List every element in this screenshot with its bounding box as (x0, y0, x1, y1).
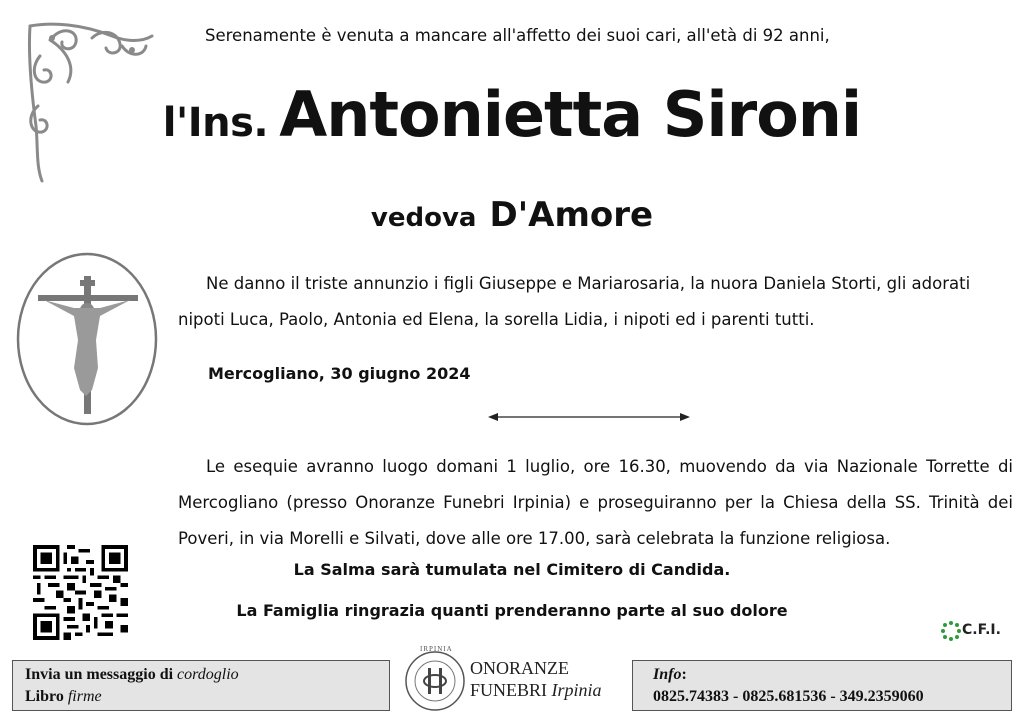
condolence-link[interactable]: Invia un messaggio di cordoglio (25, 666, 239, 683)
thanks-text: La Famiglia ringrazia quanti prenderanno parte al suo dolore (236, 601, 788, 620)
double-arrow-divider-icon (488, 410, 690, 424)
burial-text: La Salma sarà tumulata nel Cimitero di Candida. (293, 560, 731, 579)
deceased-name: Antonietta Sironi (279, 78, 862, 151)
cfi-logo-icon (940, 620, 962, 642)
phone-numbers[interactable]: 0825.74383 - 0825.681536 - 349.2359060 (653, 688, 924, 705)
widow-word: vedova (370, 203, 477, 233)
cfi-logo-text: C.F.I. (962, 622, 1001, 638)
funeral-details-text: Le esequie avranno luogo domani 1 luglio, ore 16.30, muovendo da via Nazionale Torrette di Mercogliano (presso Onoranze Funebri Irpinia) e proseguiranno per la Chiesa della SS. Trinità dei Poveri, in via Morelli e Silvati, dove alle ore 17.00, sarà celebrata la funzione religiosa. (178, 457, 1013, 548)
funeral-home-logo-icon (404, 648, 466, 714)
deceased-heading (0, 78, 1024, 151)
intro-text: Serenamente è venuta a mancare all'affetto dei suoi cari, all'età di 92 anni, (205, 26, 830, 45)
announcement-text: Ne danno il triste annunzio i figli Giuseppe e Mariarosaria, la nuora Daniela Storti, gli adorati nipoti Luca, Paolo, Antonia ed Elena, la sorella Lidia, i nipoti ed i parenti tutti. (178, 274, 971, 329)
title-prefix: l'Ins. (162, 100, 269, 146)
widow-heading (0, 195, 1024, 235)
funeral-home-name: ONORANZE FUNEBRI Irpinia (470, 658, 602, 700)
info-label: Info (653, 666, 682, 683)
guestbook-link[interactable]: Libro firme (25, 688, 102, 705)
condolence-box[interactable] (12, 660, 390, 711)
widow-name: D'Amore (489, 195, 654, 235)
place-date: Mercogliano, 30 giugno 2024 (208, 364, 471, 383)
crucifix-icon (14, 250, 160, 428)
qr-code-icon[interactable] (33, 545, 128, 640)
logo-top-text: IRPINIA (420, 645, 453, 653)
info-box: Info: 0825.74383 - 0825.681536 - 349.2359060 (632, 660, 1012, 711)
